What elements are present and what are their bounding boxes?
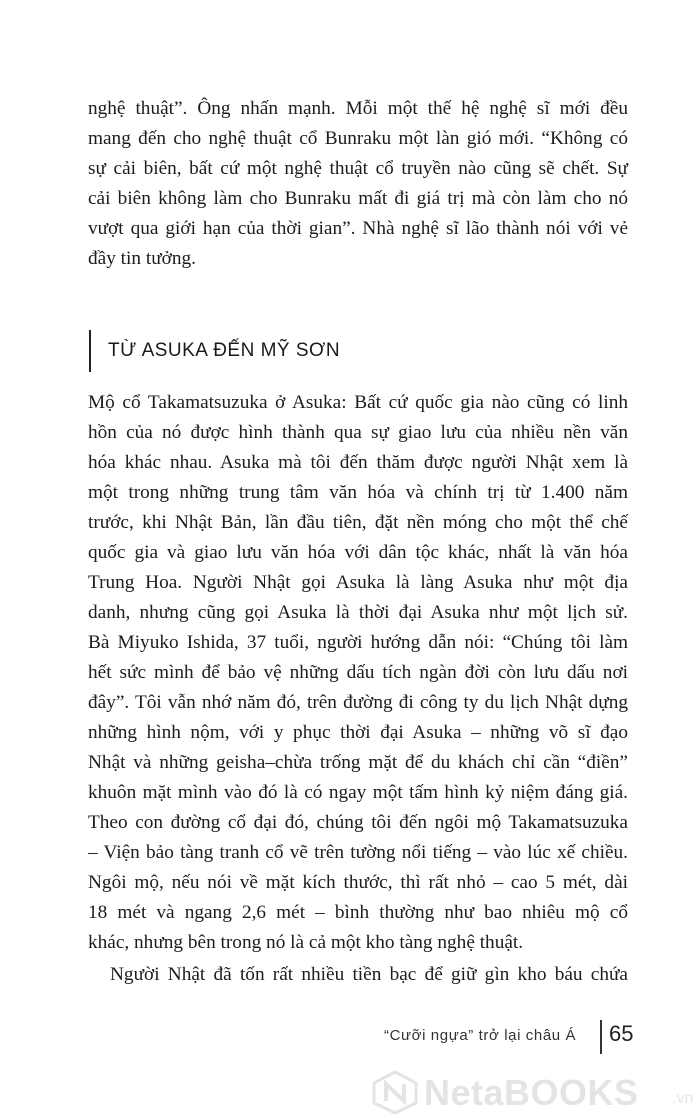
text-line: mang đến cho nghệ thuật cổ Bunraku một làn gió mới. “Không có bbox=[88, 128, 628, 149]
text-line: 18 mét và ngang 2,6 mét – bình thường như bao nhiêu mộ cổ bbox=[88, 902, 628, 923]
text-line: Theo con đường cổ đại đó, chúng tôi đến ngôi mộ Takamatsuzuka bbox=[88, 812, 628, 833]
heading-bar bbox=[89, 330, 91, 372]
text-line: cải biên không làm cho Bunraku mất đi giá trị mà còn làm cho nó bbox=[88, 188, 628, 209]
text-line: một trong những trung tâm văn hóa và chính trị từ 1.400 năm bbox=[88, 482, 628, 503]
text-line: danh, nhưng cũng gọi Asuka là thời đại Asuka như một lịch sử. bbox=[88, 602, 628, 623]
text-line: – Viện bảo tàng tranh cổ vẽ trên tường nổi tiếng – vào lúc xế chiều. bbox=[88, 842, 628, 863]
text-line: sự cải biên, bất cứ một nghệ thuật cổ truyền nào cũng sẽ chết. Sự bbox=[88, 158, 628, 179]
text-line: hóa khác nhau. Asuka mà tôi đến thăm được người Nhật xem là bbox=[88, 452, 628, 473]
text-line: hết sức mình để bảo vệ những dấu tích ngàn đời còn lưu dấu nơi bbox=[88, 662, 628, 683]
text-line: khuôn mặt mình vào đó là có ngay một tấm hình kỷ niệm đáng giá. bbox=[88, 782, 628, 803]
text-line: khác, nhưng bên trong nó là cả một kho tàng nghệ thuật. bbox=[88, 932, 524, 953]
text-line: Bà Miyuko Ishida, 37 tuổi, người hướng dẫn nói: “Chúng tôi làm bbox=[88, 632, 628, 653]
text-line: trước, khi Nhật Bản, lần đầu tiên, đặt nền móng cho một thể chế bbox=[88, 512, 628, 533]
text-line: Mộ cổ Takamatsuzuka ở Asuka: Bất cứ quốc gia nào cũng có linh bbox=[88, 392, 628, 413]
text-line: quốc gia và giao lưu văn hóa với dân tộc khác, nhất là văn hóa bbox=[88, 542, 628, 563]
text-line: vượt qua giới hạn của thời gian”. Nhà nghệ sĩ lão thành nói với vẻ bbox=[88, 218, 628, 239]
text-line: Ngôi mộ, nếu nói về mặt kích thước, thì rất nhỏ – cao 5 mét, dài bbox=[88, 872, 628, 893]
text-line: hồn của nó được hình thành qua sự giao lưu của nhiều nền văn bbox=[88, 422, 628, 443]
running-title: “Cưỡi ngựa” trở lại châu Á bbox=[384, 1027, 577, 1044]
page-number: 65 bbox=[609, 1021, 634, 1046]
text-line: nghệ thuật”. Ông nhấn mạnh. Mỗi một thế hệ nghệ sĩ mới đều bbox=[88, 98, 628, 119]
watermark-text: NetaBOOKS bbox=[424, 1072, 639, 1113]
section-heading: TỪ ASUKA ĐẾN MỸ SƠN bbox=[108, 340, 341, 361]
watermark bbox=[372, 1070, 698, 1114]
text-line: Nhật và những geisha–chừa trống mặt để du khách chỉ cần “điền” bbox=[88, 752, 628, 773]
text-line: Người Nhật đã tốn rất nhiều tiền bạc để giữ gìn kho báu chứa bbox=[110, 964, 628, 985]
netabooks-logo-icon bbox=[372, 1070, 418, 1114]
text-line: những hình nộm, với y phục thời đại Asuka – những võ sĩ đạo bbox=[88, 722, 628, 743]
watermark-suffix: .vn bbox=[672, 1090, 694, 1107]
footer-divider bbox=[600, 1020, 602, 1054]
text-line: đây”. Tôi vẫn nhớ năm đó, trên đường đi công ty du lịch Nhật dựng bbox=[88, 692, 628, 713]
text-line: đầy tin tưởng. bbox=[88, 248, 196, 269]
text-line: Trung Hoa. Người Nhật gọi Asuka là làng Asuka như một địa bbox=[88, 572, 628, 593]
